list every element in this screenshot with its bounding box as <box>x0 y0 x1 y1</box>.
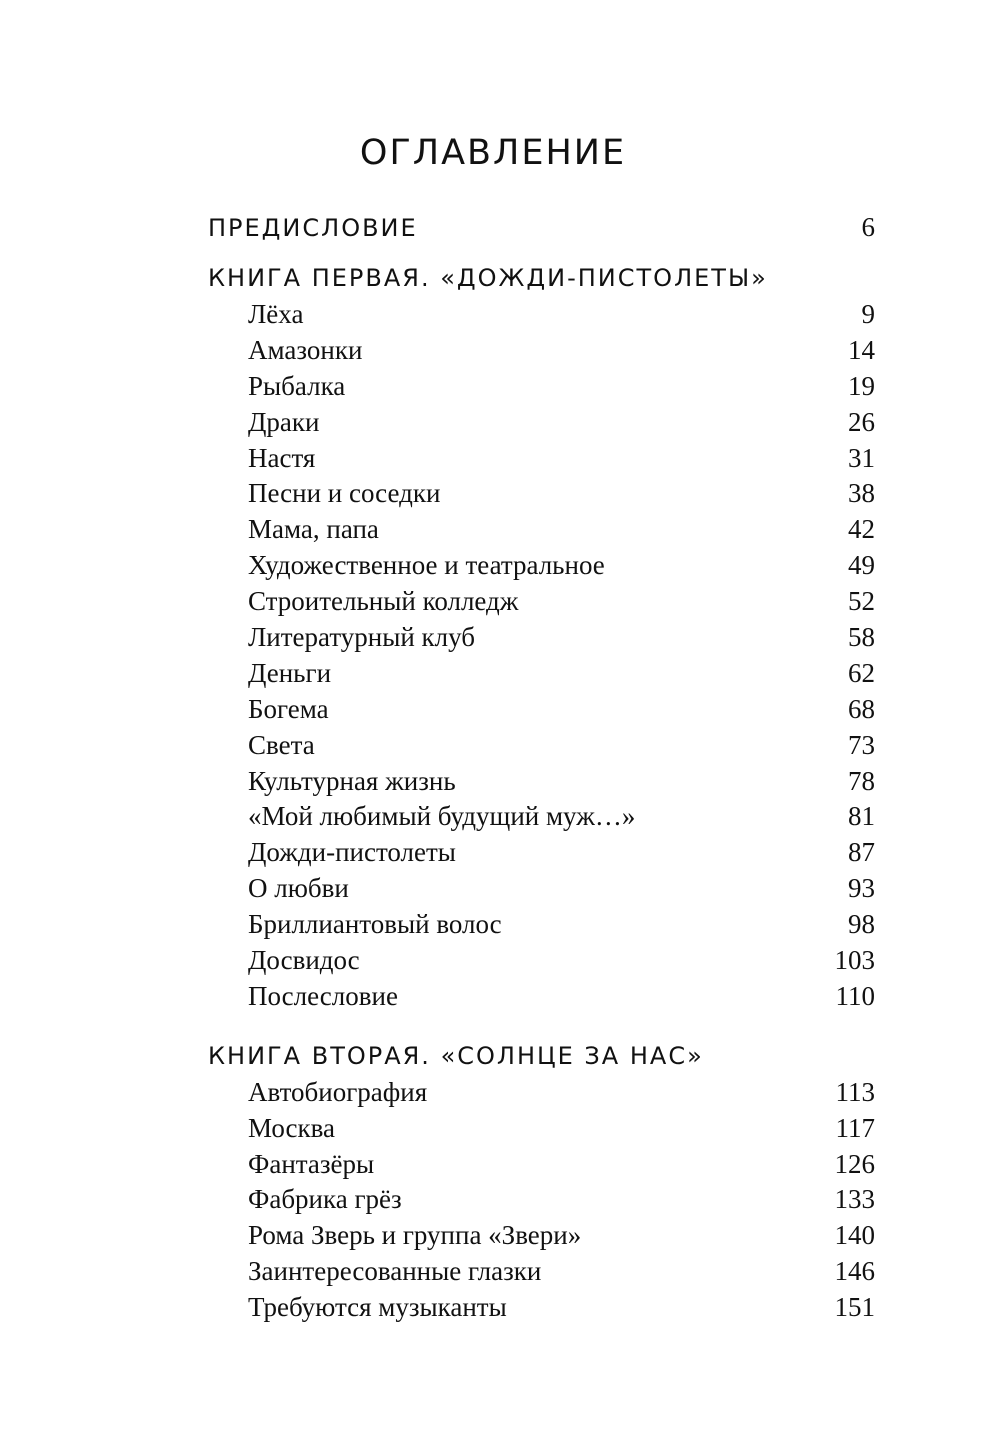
toc-entry-page: 117 <box>835 1112 875 1143</box>
toc-entry-page: 93 <box>848 873 875 904</box>
book-heading[interactable] <box>208 259 875 297</box>
toc-entry[interactable] <box>208 728 875 764</box>
toc-entry-page: 81 <box>848 801 875 832</box>
toc-entry-page: 146 <box>834 1256 875 1287</box>
toc-entry-label: Заинтересованные глазки <box>248 1256 542 1287</box>
toc-entry-page: 140 <box>834 1220 875 1251</box>
toc-entry[interactable] <box>208 907 875 943</box>
toc-entry-label: Рыбалка <box>248 370 346 401</box>
toc-entry-label: Песни и соседки <box>248 478 441 509</box>
table-of-contents <box>208 205 875 1326</box>
toc-entry-label: Света <box>248 729 315 760</box>
toc-entry-label: Мама, папа <box>248 514 379 545</box>
chapter-list <box>208 1075 875 1326</box>
toc-entry-label: Драки <box>248 406 320 437</box>
toc-entry[interactable] <box>208 333 875 369</box>
toc-entry-page: 126 <box>834 1148 875 1179</box>
toc-entry[interactable] <box>208 1075 875 1111</box>
toc-entry-page: 9 <box>861 299 875 329</box>
spacer <box>208 249 875 259</box>
toc-entry-page: 151 <box>834 1292 875 1323</box>
book-title: КНИГА ВТОРАЯ. «СОЛНЦЕ ЗА НАС» <box>208 1041 704 1070</box>
toc-entry-label: Амазонки <box>248 334 363 365</box>
book-heading[interactable] <box>208 1037 875 1075</box>
toc-entry-label: Богема <box>248 693 329 724</box>
toc-entry-page: 113 <box>835 1076 875 1107</box>
toc-entry-label: Автобиография <box>248 1076 428 1107</box>
toc-entry-page: 133 <box>834 1184 875 1215</box>
toc-entry-label: Требуются музыканты <box>248 1292 507 1323</box>
toc-entry-page: 6 <box>861 212 875 242</box>
toc-entry[interactable] <box>208 692 875 728</box>
toc-entry-label: Москва <box>248 1112 335 1143</box>
toc-entry-page: 62 <box>848 657 875 688</box>
toc-entry[interactable] <box>208 1111 875 1147</box>
toc-entry-page: 19 <box>848 370 875 401</box>
toc-entry[interactable] <box>208 548 875 584</box>
toc-entry-page: 52 <box>848 586 875 617</box>
toc-entry-label: Досвидос <box>248 945 360 976</box>
toc-entry[interactable] <box>208 764 875 800</box>
toc-entry[interactable] <box>208 943 875 979</box>
toc-entry-label: Фабрика грёз <box>248 1184 402 1215</box>
toc-entry-label: «Мой любимый будущий муж…» <box>248 801 636 832</box>
toc-entry-page: 31 <box>848 442 875 473</box>
toc-entry-page: 78 <box>848 765 875 796</box>
toc-entry[interactable] <box>208 584 875 620</box>
toc-entry[interactable] <box>208 441 875 477</box>
toc-entry-label: Бриллиантовый волос <box>248 909 502 940</box>
toc-entry[interactable] <box>208 1254 875 1290</box>
toc-entry[interactable] <box>208 405 875 441</box>
toc-entry[interactable] <box>208 1218 875 1254</box>
toc-entry-page: 103 <box>834 945 875 976</box>
book-title: КНИГА ПЕРВАЯ. «ДОЖДИ-ПИСТОЛЕТЫ» <box>208 264 768 292</box>
toc-entry-page: 14 <box>848 334 875 365</box>
toc-entry[interactable] <box>208 799 875 835</box>
toc-entry[interactable] <box>208 656 875 692</box>
toc-entry[interactable] <box>208 1290 875 1326</box>
chapter-list <box>208 297 875 1015</box>
toc-entry-label: Фантазёры <box>248 1148 375 1179</box>
toc-entry[interactable] <box>208 512 875 548</box>
toc-entry-label: Строительный колледж <box>248 586 519 617</box>
toc-entry[interactable] <box>208 979 875 1015</box>
toc-entry-label: О любви <box>248 873 349 904</box>
toc-entry-label: Дожди-пистолеты <box>248 837 456 868</box>
toc-entry-label: Художественное и театральное <box>248 550 605 581</box>
toc-entry-page: 26 <box>848 406 875 437</box>
toc-entry[interactable] <box>208 871 875 907</box>
toc-entry-label: Литературный клуб <box>248 622 476 653</box>
toc-entry-label: Рома Зверь и группа «Звери» <box>248 1220 582 1251</box>
toc-entry-page: 68 <box>848 693 875 724</box>
toc-entry-page: 58 <box>848 622 875 653</box>
toc-entry-page: 98 <box>848 909 875 940</box>
toc-entry-page: 110 <box>835 980 875 1011</box>
toc-entry-label: Послесловие <box>248 980 398 1011</box>
toc-entry-label: Деньги <box>248 657 332 688</box>
spacer <box>208 1015 875 1037</box>
toc-entry-label: Настя <box>248 442 316 473</box>
toc-entry-preface[interactable] <box>208 205 875 249</box>
toc-entry-label: Культурная жизнь <box>248 765 456 796</box>
toc-entry-page: 87 <box>848 837 875 868</box>
toc-entry[interactable] <box>208 369 875 405</box>
toc-entry[interactable] <box>208 620 875 656</box>
page-title: ОГЛАВЛЕНИЕ <box>359 133 627 173</box>
toc-entry-page: 42 <box>848 514 875 545</box>
toc-entry-label: Лёха <box>248 299 304 329</box>
toc-entry[interactable] <box>208 1182 875 1218</box>
toc-entry-page: 38 <box>848 478 875 509</box>
toc-entry-label: ПРЕДИСЛОВИЕ <box>208 214 418 242</box>
toc-entry-page: 73 <box>848 729 875 760</box>
toc-entry[interactable] <box>208 835 875 871</box>
toc-entry[interactable] <box>208 297 875 333</box>
toc-entry-page: 49 <box>848 550 875 581</box>
toc-entry[interactable] <box>208 476 875 512</box>
toc-entry[interactable] <box>208 1147 875 1183</box>
